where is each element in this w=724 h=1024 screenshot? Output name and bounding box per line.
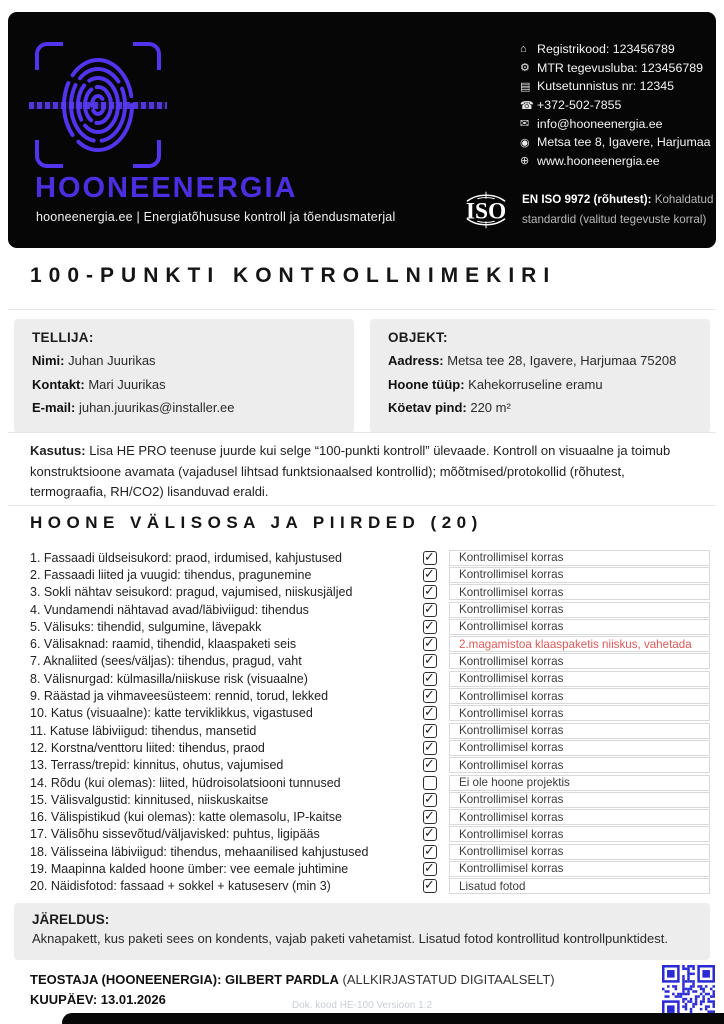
checkbox[interactable] xyxy=(423,585,437,599)
checklist-row xyxy=(30,601,710,618)
brand-tagline: hooneenergia.ee | Energiatõhususe kontroll ja tõendusmaterjal xyxy=(36,210,396,224)
check-icon: ✓ xyxy=(424,565,435,581)
checkbox[interactable] xyxy=(423,842,437,859)
brand-name: HOONEENERGIA xyxy=(35,172,298,204)
contact-text: Kutsetunnistus nr: 12345 xyxy=(537,79,675,94)
checklist-item-label: 11. Katuse läbiviigud: tihendus, mansetid xyxy=(30,723,257,738)
checklist-row xyxy=(30,739,710,756)
checklist-item-label: 3. Sokli nähtav seisukord: pragud, vajumised, niiskusjäljed xyxy=(30,585,353,600)
info-label: Kontakt: xyxy=(32,376,85,392)
status-field[interactable]: Kontrollimisel korras xyxy=(449,757,710,773)
status-field[interactable]: Kontrollimisel korras xyxy=(449,671,710,687)
conclusion-text: Aknapakett, kus paketi sees on kondents, vajab paketi vahetamist. Lisatud fotod kontrollitud kontrollpunktidest. xyxy=(32,931,668,946)
object-box-heading: OBJEKT: xyxy=(388,330,448,345)
info-label: Hoone tüüp: xyxy=(388,376,465,392)
checkbox[interactable] xyxy=(423,669,437,686)
check-icon: ✓ xyxy=(424,583,435,599)
check-icon: ✓ xyxy=(424,738,435,754)
scan-line-icon xyxy=(29,102,167,109)
status-field[interactable]: 2.magamistoa klaaspaketis niiskus, vahetada xyxy=(449,636,710,652)
conclusion-heading: JÄRELDUS: xyxy=(32,912,110,927)
contact-text: Registrikood: 123456789 xyxy=(537,42,675,57)
status-field[interactable]: Kontrollimisel korras xyxy=(449,619,710,635)
check-icon: ✓ xyxy=(424,635,435,651)
globe-icon: ⊕ xyxy=(520,155,530,168)
divider xyxy=(8,309,716,310)
status-field[interactable]: Kontrollimisel korras xyxy=(449,740,710,756)
status-field[interactable]: Kontrollimisel korras xyxy=(449,826,710,842)
check-icon: ✓ xyxy=(424,808,435,824)
contact-text: Metsa tee 8, Igavere, Harjumaa xyxy=(537,135,711,150)
conclusion-box xyxy=(14,903,710,960)
info-row: E-mail: juhan.juurikas@installer.ee xyxy=(32,400,235,415)
check-icon: ✓ xyxy=(424,600,435,616)
check-icon: ✓ xyxy=(424,617,435,633)
checkbox[interactable] xyxy=(423,879,437,893)
contact-text: MTR tegevusluba: 123456789 xyxy=(537,60,704,75)
checklist-item-label: 18. Välisseina läbiviigud: tihendus, mehaanilised kahjustused xyxy=(30,844,369,859)
status-field[interactable]: Kontrollimisel korras xyxy=(449,844,710,860)
check-icon: ✓ xyxy=(424,548,435,564)
iso-standard-rest: Kohaldatud standardid (valitud tegevuste korral) xyxy=(522,193,714,226)
usage-note xyxy=(30,441,698,503)
bottom-bar xyxy=(62,1013,724,1024)
divider xyxy=(8,505,716,506)
checklist-item-label: 4. Vundamendi nähtavad avad/läbiviigud: tihendus xyxy=(30,602,309,617)
contact-row xyxy=(520,114,711,133)
checkbox[interactable] xyxy=(423,689,437,703)
section-heading: HOONE VÄLISOSA JA PIIRDED (20) xyxy=(30,513,483,532)
check-icon: ✓ xyxy=(424,721,435,737)
checklist-row xyxy=(30,687,710,704)
checkbox[interactable] xyxy=(423,565,437,582)
checklist-item-label: 17. Välisõhu sissevõtud/väljavisked: puhtus, ligipääs xyxy=(30,827,320,842)
checkbox[interactable] xyxy=(423,810,437,824)
header-banner xyxy=(8,12,716,248)
checkbox[interactable] xyxy=(423,790,437,807)
checkbox[interactable] xyxy=(423,776,437,790)
checklist-item-label: 13. Terrass/trepid: kinnitus, ohutus, vajumised xyxy=(30,758,284,773)
object-box xyxy=(370,319,710,433)
contact-text: www.hooneenergia.ee xyxy=(537,153,660,168)
info-row: Köetav pind: 220 m² xyxy=(388,400,511,415)
checklist-item-label: 7. Aknaliited (sees/väljas): tihendus, pragud, vaht xyxy=(30,654,302,669)
status-field[interactable]: Kontrollimisel korras xyxy=(449,809,710,825)
info-row: Nimi: Juhan Juurikas xyxy=(32,353,156,368)
checklist-row xyxy=(30,670,710,687)
checklist-item-label: 8. Välisnurgad: külmasilla/niiskuse risk (visuaalne) xyxy=(30,671,308,686)
check-icon: ✓ xyxy=(424,704,435,720)
status-field[interactable]: Lisatud fotod xyxy=(449,878,710,894)
checklist-item-label: 9. Räästad ja vihmaveesüsteem: rennid, torud, lekked xyxy=(30,689,329,704)
status-field[interactable]: Kontrollimisel korras xyxy=(449,723,710,739)
checkbox[interactable] xyxy=(423,637,437,651)
checklist-item-label: 12. Korstna/venttoru liited: tihendus, praod xyxy=(30,740,265,755)
certificate-icon: ▤ xyxy=(520,80,531,93)
contact-text: +372-502-7855 xyxy=(537,98,622,113)
contact-row xyxy=(520,133,711,152)
page-title: 100-PUNKTI KONTROLLNIMEKIRI xyxy=(30,264,557,287)
checklist-row xyxy=(30,843,710,860)
status-field[interactable]: Kontrollimisel korras xyxy=(449,653,710,669)
contact-row xyxy=(520,59,711,78)
checklist-row xyxy=(30,860,710,877)
checklist-item-label: 5. Välisuks: tihendid, sulgumine, lävepakk xyxy=(30,619,262,634)
iso-globe-icon xyxy=(460,184,512,236)
info-label: Aadress: xyxy=(388,353,444,368)
info-label: E-mail: xyxy=(32,400,76,415)
check-icon: ✓ xyxy=(424,790,435,806)
checkbox[interactable] xyxy=(423,758,437,772)
building-icon: ⌂ xyxy=(520,43,527,56)
checklist-item-label: 10. Katus (visuaalne): katte terviklikkus, vigastused xyxy=(30,706,313,721)
checklist-row xyxy=(30,826,710,843)
checkbox[interactable] xyxy=(423,721,437,738)
checklist-row xyxy=(30,878,710,895)
status-field[interactable]: Kontrollimisel korras xyxy=(449,550,710,566)
date-line: KUUPÄEV: 13.01.2026 xyxy=(30,992,166,1007)
check-icon: ✓ xyxy=(424,756,435,772)
checklist-row xyxy=(30,584,710,601)
checklist-row xyxy=(30,566,710,583)
check-icon: ✓ xyxy=(424,859,435,875)
status-field[interactable]: Kontrollimisel korras xyxy=(449,792,710,808)
qr-code xyxy=(662,965,715,1018)
iso-standard-bold: EN ISO 9972 (rõhutest): xyxy=(522,193,652,206)
checklist-row xyxy=(30,618,710,635)
checklist-item-label: 20. Näidisfotod: fassaad + sokkel + katuseserv (min 3) xyxy=(30,879,331,894)
info-label: Köetav pind: xyxy=(388,400,467,415)
check-icon: ✓ xyxy=(424,669,435,685)
contact-row xyxy=(520,96,711,115)
contact-row xyxy=(520,40,711,59)
checkbox[interactable] xyxy=(423,617,437,634)
checklist-item-label: 1. Fassaadi üldseisukord: praod, irdumised, kahjustused xyxy=(30,550,342,565)
map-pin-icon: ◉ xyxy=(520,136,530,149)
checklist-row xyxy=(30,635,710,652)
checklist-row xyxy=(30,774,710,791)
checklist-row xyxy=(30,705,710,722)
checkbox[interactable] xyxy=(423,706,437,720)
info-row: Kontakt: Mari Juurikas xyxy=(32,376,166,392)
status-field[interactable]: Kontrollimisel korras xyxy=(449,705,710,721)
checklist-item-label: 14. Rõdu (kui olemas): liited, hüdroisolatsiooni tunnused xyxy=(30,775,341,790)
iso-standard-text xyxy=(522,190,724,230)
phone-icon: ☎ xyxy=(520,99,534,112)
check-icon: ✓ xyxy=(424,842,435,858)
info-row: Aadress: Metsa tee 28, Igavere, Harjumaa 75208 xyxy=(388,353,677,368)
usage-note-label: Kasutus: xyxy=(30,443,86,458)
contact-row xyxy=(520,77,711,96)
info-boxes xyxy=(14,319,710,433)
client-box-heading: TELLIJA: xyxy=(32,330,94,345)
performer-line xyxy=(30,972,555,987)
contact-row xyxy=(520,152,711,171)
status-field[interactable]: Kontrollimisel korras xyxy=(449,688,710,704)
checklist-item-label: 19. Maapinna kalded hoone ümber: vee eemale juhtimine xyxy=(30,861,349,876)
checklist-row xyxy=(30,757,710,774)
checkbox[interactable] xyxy=(423,859,437,876)
checklist-item-label: 2. Fassaadi liited ja vuugid: tihendus, pragunemine xyxy=(30,567,312,582)
status-field[interactable]: Kontrollimisel korras xyxy=(449,567,710,583)
status-field[interactable]: Kontrollimisel korras xyxy=(449,861,710,877)
checkbox[interactable] xyxy=(423,548,437,565)
status-field[interactable]: Ei ole hoone projektis xyxy=(449,775,710,791)
svg-text:ISO: ISO xyxy=(465,198,507,225)
performer-signature-note: (ALLKIRJASTATUD DIGITAALSELT) xyxy=(338,972,555,987)
contact-text: info@hooneenergia.ee xyxy=(537,116,663,131)
client-box xyxy=(14,319,354,433)
checklist-row xyxy=(30,808,710,825)
check-icon: ✓ xyxy=(424,877,435,893)
doc-code: Dok. kood HE-100 Versioon 1.2 xyxy=(291,1000,433,1011)
info-row: Hoone tüüp: Kahekorruseline eramu xyxy=(388,376,603,392)
check-icon: ✓ xyxy=(424,652,435,668)
fingerprint-logo xyxy=(35,42,161,168)
contact-list xyxy=(520,40,711,170)
usage-note-text: Lisa HE PRO teenuse juurde kui selge “100-punkti kontroll” ülevaade. Kontroll on visuaalne ja toimub konstruktsioone avamata (vajadusel lihtsad funktsionaalsed kontrollid); mõõtmised/protokollid (rõhutest, termograafia, RH/CO2) lisanduvad eraldi. xyxy=(30,443,671,499)
checklist xyxy=(30,549,710,895)
check-icon: ✓ xyxy=(424,825,435,841)
status-field[interactable]: Kontrollimisel korras xyxy=(449,584,710,600)
divider xyxy=(8,432,716,433)
checklist-item-label: 16. Välispistikud (kui olemas): katte olemasolu, IP-kaitse xyxy=(30,810,342,825)
gear-icon: ⚙ xyxy=(520,62,530,75)
iso-badge-row xyxy=(460,184,724,236)
checkbox[interactable] xyxy=(423,827,437,841)
checklist-row xyxy=(30,722,710,739)
mail-icon: ✉ xyxy=(520,118,530,131)
checklist-row xyxy=(30,791,710,808)
checklist-row xyxy=(30,653,710,670)
check-icon: ✓ xyxy=(424,687,435,703)
checklist-row xyxy=(30,549,710,566)
checkbox[interactable] xyxy=(423,654,437,668)
status-field[interactable]: Kontrollimisel korras xyxy=(449,602,710,618)
checkbox[interactable] xyxy=(423,738,437,755)
checkbox[interactable] xyxy=(423,600,437,617)
info-label: Nimi: xyxy=(32,353,65,368)
performer-name: TEOSTAJA (HOONEENERGIA): GILBERT PARDLA xyxy=(30,972,339,987)
checklist-item-label: 15. Välisvalgustid: kinnitused, niiskuskaitse xyxy=(30,792,269,807)
checklist-item-label: 6. Välisaknad: raamid, tihendid, klaaspaketi seis xyxy=(30,637,297,652)
